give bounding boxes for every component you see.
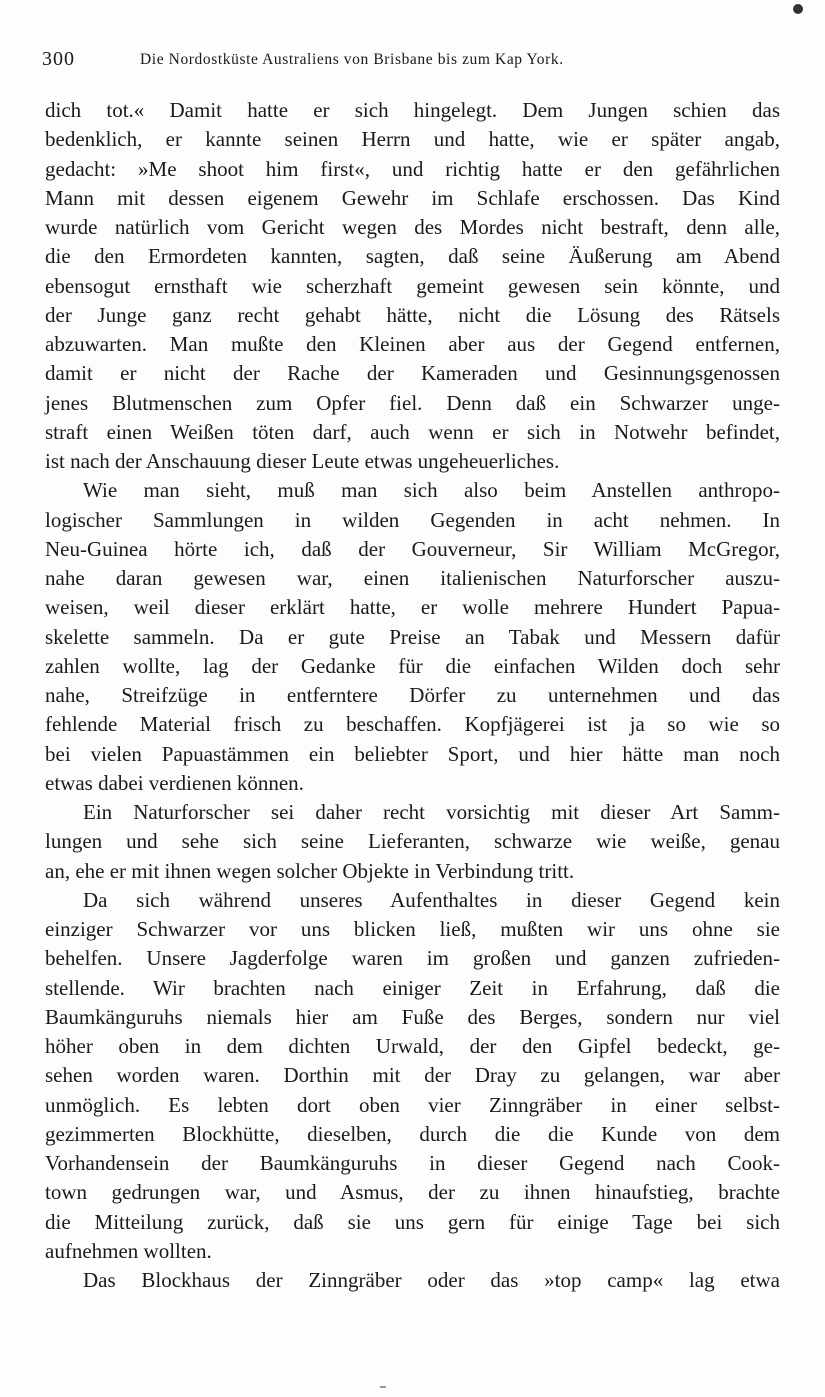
text-line: dich tot.« Damit hatte er sich hingelegt. Dem Jungen schien das bbox=[45, 98, 780, 122]
text-line: behelfen. Unsere Jagderfolge waren im großen und ganzen zufrieden- bbox=[45, 946, 780, 971]
page-mark bbox=[380, 1386, 386, 1388]
text-line: ist nach der Anschauung dieser Leute etwas ungeheuerliches. bbox=[45, 449, 560, 473]
text-line: Mann mit dessen eigenem Gewehr im Schlafe erschossen. Das Kind bbox=[45, 185, 780, 210]
text-line: Wie man sieht, muß man sich also beim Anstellen anthropo- bbox=[83, 478, 780, 503]
text-line: an, ehe er mit ihnen wegen solcher Objekte in Verbindung tritt. bbox=[45, 858, 575, 883]
text-line: zahlen wollte, lag der Gedanke für die einfachen Wilden doch sehr bbox=[45, 653, 780, 678]
text-line: sehen worden waren. Dorthin mit der Dray zu gelangen, war aber bbox=[45, 1063, 780, 1088]
text-line: der Junge ganz recht gehabt hätte, nicht die Lösung des Rätsels bbox=[45, 302, 780, 327]
text-line: logischer Sammlungen in wilden Gegenden in acht nehmen. In bbox=[45, 507, 780, 532]
text-line: wurde natürlich vom Gericht wegen des Mordes nicht bestraft, denn alle, bbox=[45, 215, 780, 239]
text-line: lungen und sehe sich seine Lieferanten, schwarze wie weiße, genau bbox=[45, 829, 780, 854]
text-line: town gedrungen war, und Asmus, der zu ihnen hinaufstieg, brachte bbox=[45, 1180, 780, 1205]
text-line: stellende. Wir brachten nach einiger Zeit in Erfahrung, daß die bbox=[45, 975, 780, 1000]
text-line: jenes Blutmenschen zum Opfer fiel. Denn daß ein Schwarzer unge- bbox=[45, 390, 780, 415]
text-line: Das Blockhaus der Zinngräber oder das »top camp« lag etwa bbox=[83, 1268, 780, 1292]
text-line: fehlende Material frisch zu beschaffen. Kopfjägerei ist ja so wie so bbox=[45, 712, 780, 737]
text-line: bei vielen Papuastämmen ein beliebter Sport, und hier hätte man noch bbox=[45, 741, 780, 766]
text-line: etwas dabei verdienen können. bbox=[45, 770, 304, 795]
text-line: unmöglich. Es lebten dort oben vier Zinngräber in einer selbst- bbox=[45, 1092, 780, 1117]
text-line: Da sich während unseres Aufenthaltes in dieser Gegend kein bbox=[83, 887, 780, 912]
text-line: bedenklich, er kannte seinen Herrn und hatte, wie er später angab, bbox=[45, 127, 780, 152]
text-line: damit er nicht der Rache der Kameraden und Gesinnungsgenossen bbox=[45, 361, 780, 386]
running-title: Die Nordostküste Australiens von Brisbane bis zum Kap York. bbox=[140, 51, 564, 68]
text-line: weisen, weil dieser erklärt hatte, er wolle mehrere Hundert Papua- bbox=[45, 595, 780, 620]
page-number: 300 bbox=[42, 48, 75, 70]
text-line: abzuwarten. Man mußte den Kleinen aber aus der Gegend entfernen, bbox=[45, 332, 780, 356]
text-line: Neu-Guinea hörte ich, daß der Gouverneur, Sir William McGregor, bbox=[45, 536, 780, 561]
page-header bbox=[42, 48, 782, 72]
text-line: straft einen Weißen töten darf, auch wenn er sich in Notwehr befindet, bbox=[45, 419, 780, 444]
text-line: skelette sammeln. Da er gute Preise an Tabak und Messern dafür bbox=[45, 624, 780, 649]
text-line: ebensogut ernsthaft wie scherzhaft gemeint gewesen sein könnte, und bbox=[45, 273, 780, 298]
ink-dot-mark bbox=[793, 4, 803, 14]
text-line: Baumkänguruhs niemals hier am Fuße des Berges, sondern nur viel bbox=[45, 1004, 780, 1029]
text-line: gedacht: »Me shoot him first«, und richtig hatte er den gefährlichen bbox=[45, 156, 780, 181]
text-line: Vorhandensein der Baumkänguruhs in dieser Gegend nach Cook- bbox=[45, 1151, 780, 1175]
text-line: gezimmerten Blockhütte, dieselben, durch die die Kunde von dem bbox=[45, 1121, 780, 1146]
text-line: höher oben in dem dichten Urwald, der den Gipfel bedeckt, ge- bbox=[45, 1034, 780, 1058]
text-line: einziger Schwarzer vor uns blicken ließ, mußten wir uns ohne sie bbox=[45, 917, 780, 941]
text-line: die den Ermordeten kannten, sagten, daß seine Äußerung am Abend bbox=[45, 244, 780, 269]
text-line: nahe daran gewesen war, einen italienischen Naturforscher auszu- bbox=[45, 566, 780, 590]
text-line: die Mitteilung zurück, daß sie uns gern für einige Tage bei sich bbox=[45, 1209, 780, 1234]
body-text bbox=[45, 96, 780, 1295]
text-line: aufnehmen wollten. bbox=[45, 1238, 212, 1263]
text-line: Ein Naturforscher sei daher recht vorsichtig mit dieser Art Samm- bbox=[83, 800, 780, 824]
text-line: nahe, Streifzüge in entferntere Dörfer zu unternehmen und das bbox=[45, 683, 780, 707]
